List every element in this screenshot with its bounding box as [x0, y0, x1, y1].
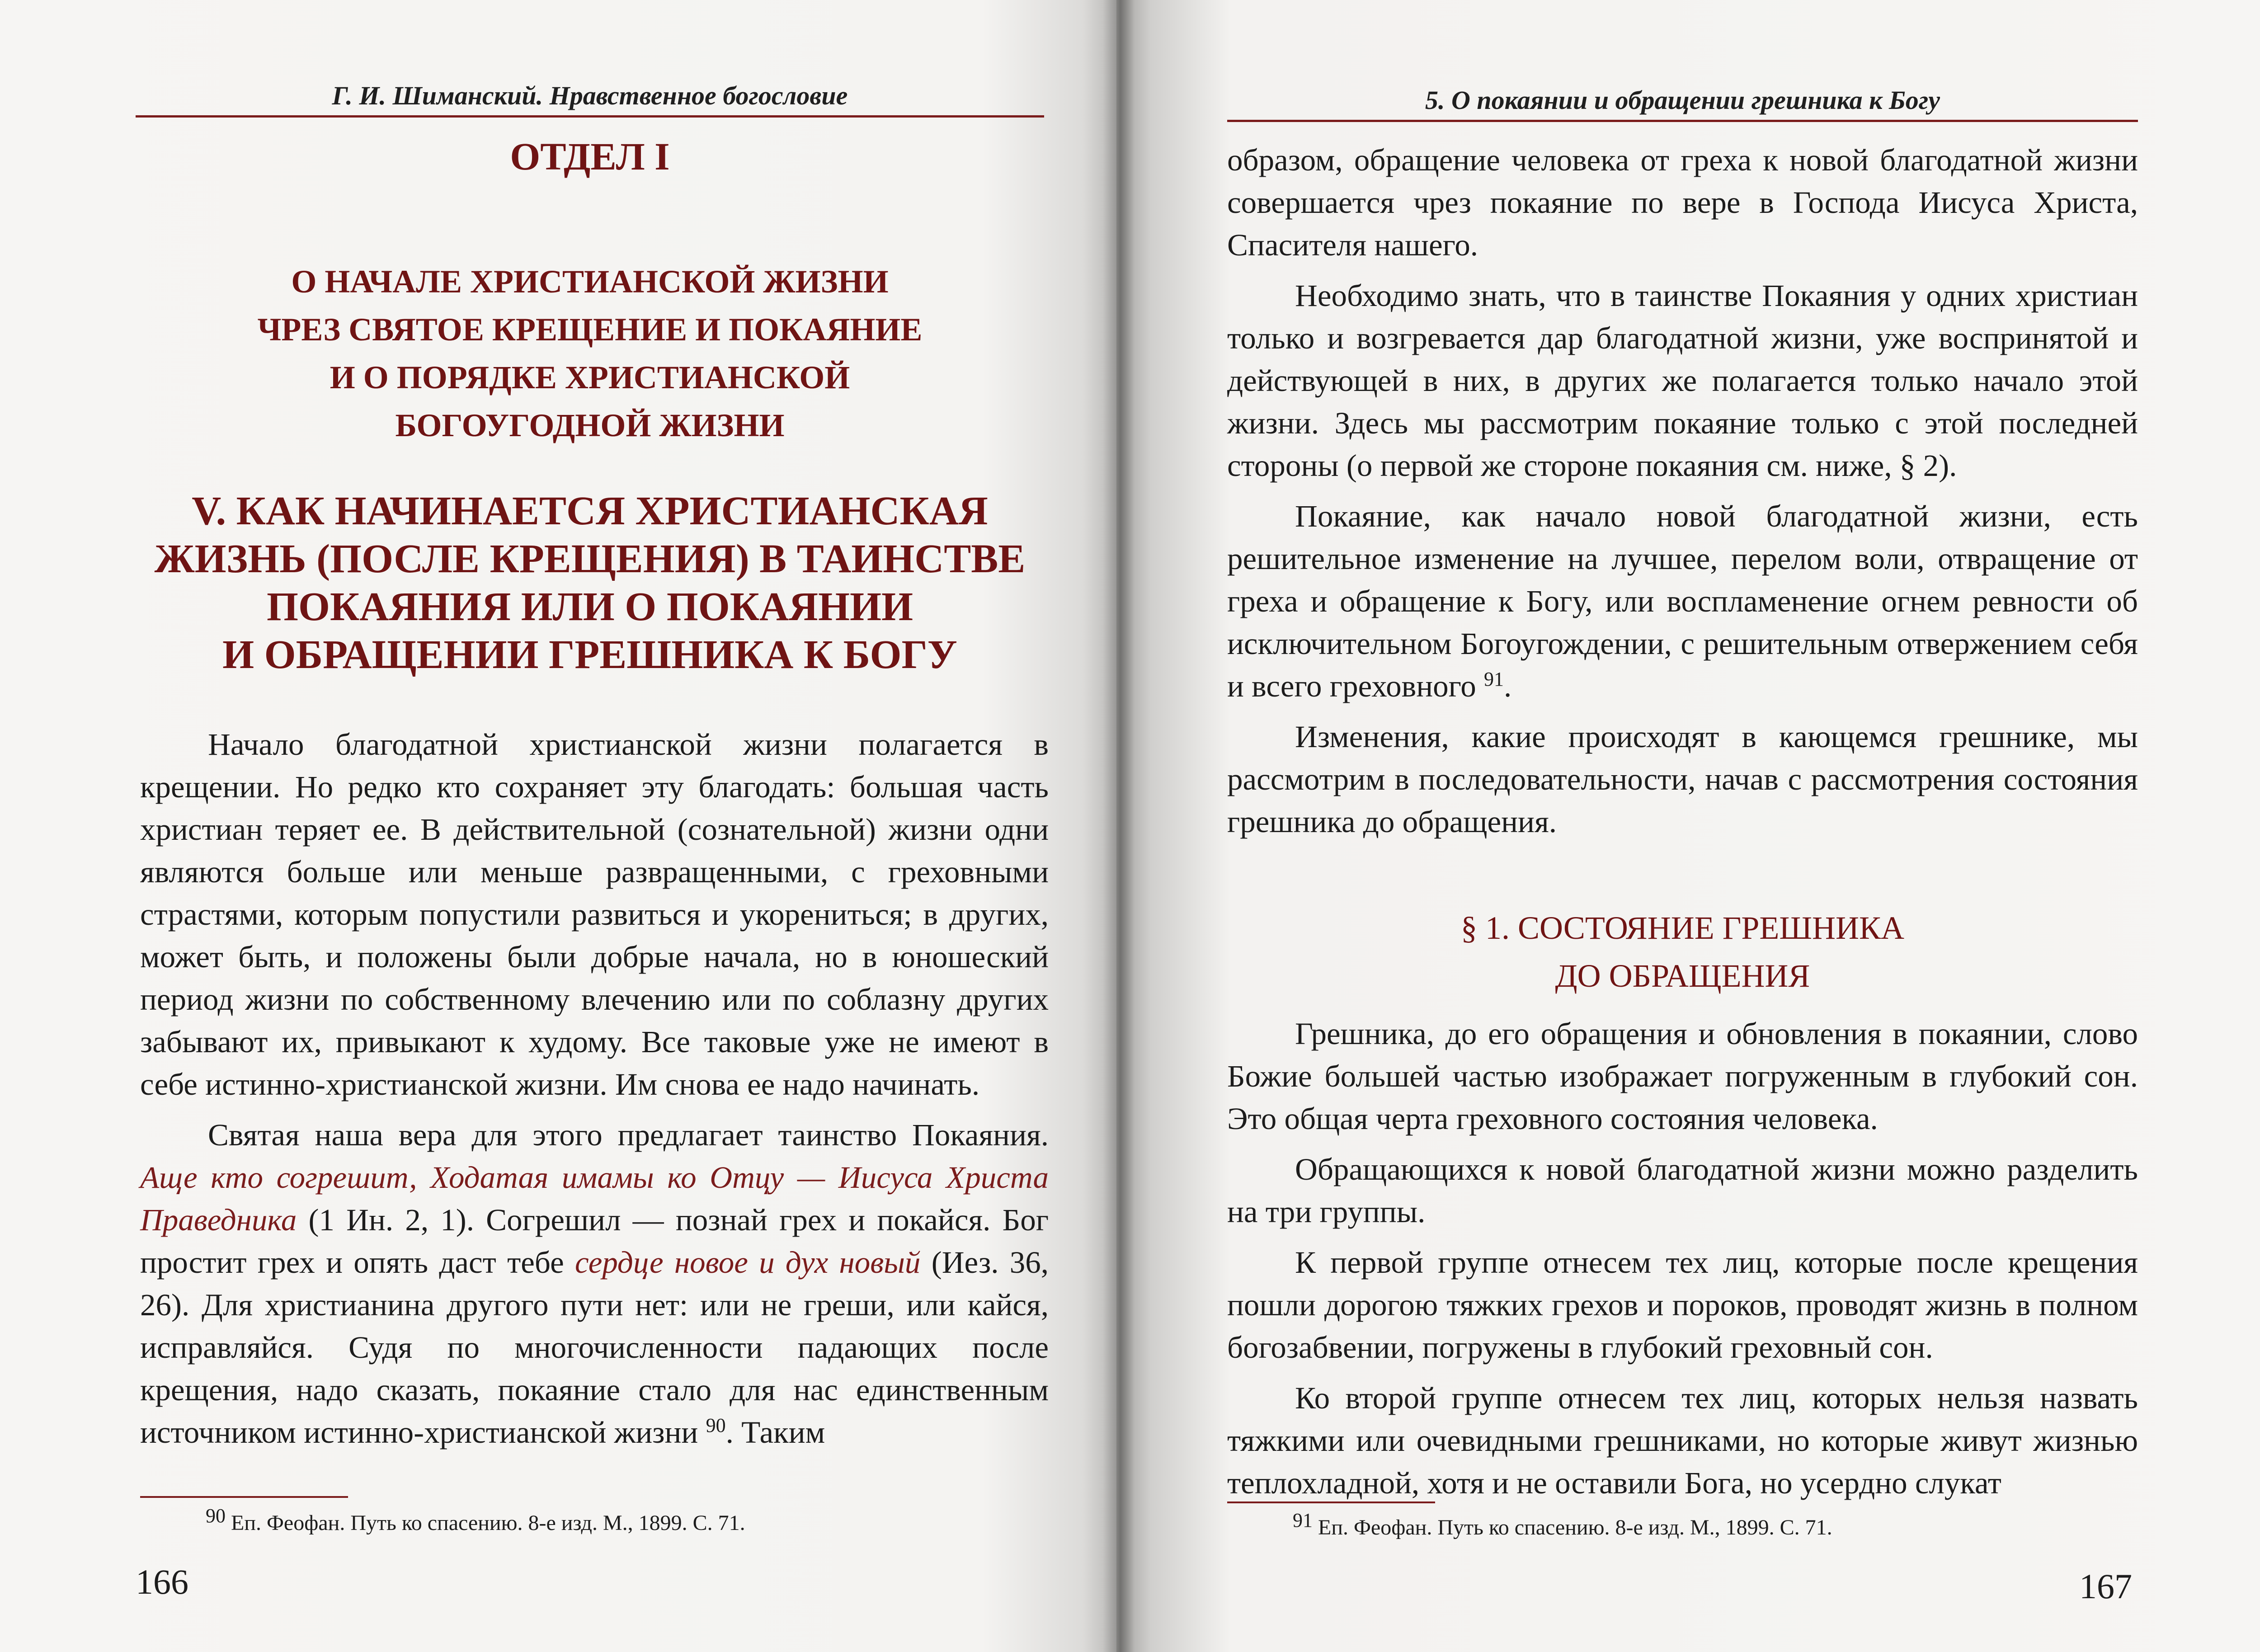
text-run: (1 Ин. 2, 1). Согрешил — познай грех и покайся. Бог простит грех и опять даст тебе [140, 1203, 1049, 1280]
paragraph: Обращающихся к новой благодатной жизни можно разделить на три группы. [1227, 1152, 2138, 1229]
paragraph: К первой группе отнесем тех лиц, которые после крещения пошли дорогою тяжких грехов и пороков, проводят жизнь в полном богозабвении, погружены в глубокий греховный сон. [1227, 1245, 2138, 1365]
scripture-quote: сердце новое и дух новый [575, 1245, 921, 1280]
chapter-title-line: ЖИЗНЬ (ПОСЛЕ КРЕЩЕНИЯ) В ТАИНСТВЕ [154, 537, 1026, 581]
subtitle-line: ЧРЕЗ СВЯТОЕ КРЕЩЕНИЕ И ПОКАЯНИЕ [257, 311, 923, 348]
paragraph: образом, обращение человека от греха к новой благодатной жизни совершается чрез покаяние по вере в Господа Иисуса Христа, Спасителя нашего. [1227, 143, 2138, 262]
footnote-divider [140, 1496, 348, 1498]
footnote-ref[interactable]: 90 [706, 1414, 726, 1436]
subsection-heading [1227, 904, 2138, 1000]
subsection-heading-line: § 1. СОСТОЯНИЕ ГРЕШНИКА [1460, 910, 1905, 946]
paragraph: Необходимо знать, что в таинстве Покаяния у одних христиан только и возгревается дар благодатной жизни, уже воспринятой и действующей в них, в других же полагается только начало этой жизни. Здесь мы рассмотрим покаяние только с этой последней стороны (о первой же стороне покаяния см. ниже, § 2). [1227, 278, 2138, 483]
text-run: (Иез. 36, 26). Для христианина другого пути нет: или не греши, или кайся, исправляйся. Судя по многочисленности падающих после крещения, надо сказать, покаяние стало для нас единственным источником истинно-христианской жизни [140, 1245, 1049, 1450]
chapter-title-line: ПОКАЯНИЯ ИЛИ О ПОКАЯНИИ [266, 584, 913, 629]
part-subtitle [136, 258, 1044, 449]
paragraph: Изменения, какие происходят в кающемся грешнике, мы рассмотрим в последовательности, начав с рассмотрения состояния грешника до обращения. [1227, 720, 2138, 839]
subtitle-line: И О ПОРЯДКЕ ХРИСТИАНСКОЙ [330, 359, 850, 395]
subtitle-line: О НАЧАЛЕ ХРИСТИАНСКОЙ ЖИЗНИ [291, 264, 889, 300]
book-gutter [1103, 0, 1135, 1652]
scripture-quote: Аще кто согрешит, Ходатая имамы ко Отцу — Иисуса Христа Праведника [140, 1160, 1049, 1237]
paragraph [140, 1114, 1049, 1454]
footnote-ref[interactable]: 91 [1484, 668, 1504, 690]
chapter-title-line: И ОБРАЩЕНИИ ГРЕШНИКА К БОГУ [222, 632, 957, 677]
right-running-head: 5. О покаянии и обращении грешника к Богу [1227, 85, 2138, 122]
left-body-text [140, 723, 1049, 1454]
subtitle-line: БОГОУГОДНОЙ ЖИЗНИ [395, 407, 785, 443]
left-running-head: Г. И. Шиманский. Нравственное богословие [136, 80, 1044, 118]
chapter-title-line: V. КАК НАЧИНАЕТСЯ ХРИСТИАНСКАЯ [192, 489, 988, 533]
section-label: ОТДЕЛ I [510, 135, 670, 178]
text-run: Покаяние, как начало новой благодатной жизни, есть решительное изменение на лучшее, перелом воли, отвращение от греха и обращение к Богу, или воспламенение огнем ревности об исключительном Богоугождении, с решительным отвержением себя и всего греховного [1227, 499, 2138, 703]
paragraph: Начало благодатной христианской жизни полагается в крещении. Но редко кто сохраняет эту благодать: большая часть христиан теряет ее. В действительной (сознательной) жизни одни являются больше или меньше развращенными, с греховными страстями, которым попустили развиться и укорениться; в других, может быть, и положены были добрые начала, но в юношеский период жизни по собственному влечению или по соблазну других забывают их, привыкают к худому. Все таковые уже не имеют в себе истинно-христианской жизни. Им снова ее надо начинать. [140, 727, 1049, 1101]
footnote-text: Еп. Феофан. Путь ко спасению. 8-е изд. М., 1899. С. 71. [231, 1511, 745, 1535]
footnote-text: Еп. Феофан. Путь ко спасению. 8-е изд. М., 1899. С. 71. [1318, 1516, 1832, 1539]
page-number: 166 [136, 1562, 188, 1601]
chapter-title [136, 487, 1044, 679]
footnote [206, 1505, 1019, 1537]
footnote-number: 91 [1293, 1509, 1313, 1531]
footnote-divider [1227, 1501, 1435, 1503]
paragraph: Грешника, до его обращения и обновления в покаянии, слово Божие большей частью изображает погруженным в глубокий сон. Это общая черта греховного состояния человека. [1227, 1017, 2138, 1136]
text-run: . [1504, 669, 1512, 703]
text-run: . Таким [725, 1415, 825, 1450]
footnote [1293, 1509, 2106, 1541]
paragraph: Ко второй группе отнесем тех лиц, которых нельзя назвать тяжкими или очевидными грешниками, но которые живут жизнью теплохладной, хотя и не оставили Бога, но усердно слукат [1227, 1381, 2138, 1500]
text-run: Святая наша вера для этого предлагает таинство Покаяния. [208, 1118, 1049, 1152]
right-body-text [1227, 139, 2138, 843]
paragraph [1227, 495, 2138, 707]
right-body-text-continued [1227, 1012, 2138, 1504]
subsection-heading-line: ДО ОБРАЩЕНИЯ [1555, 958, 1810, 994]
page-number: 167 [2079, 1567, 2132, 1606]
footnote-number: 90 [206, 1505, 226, 1527]
